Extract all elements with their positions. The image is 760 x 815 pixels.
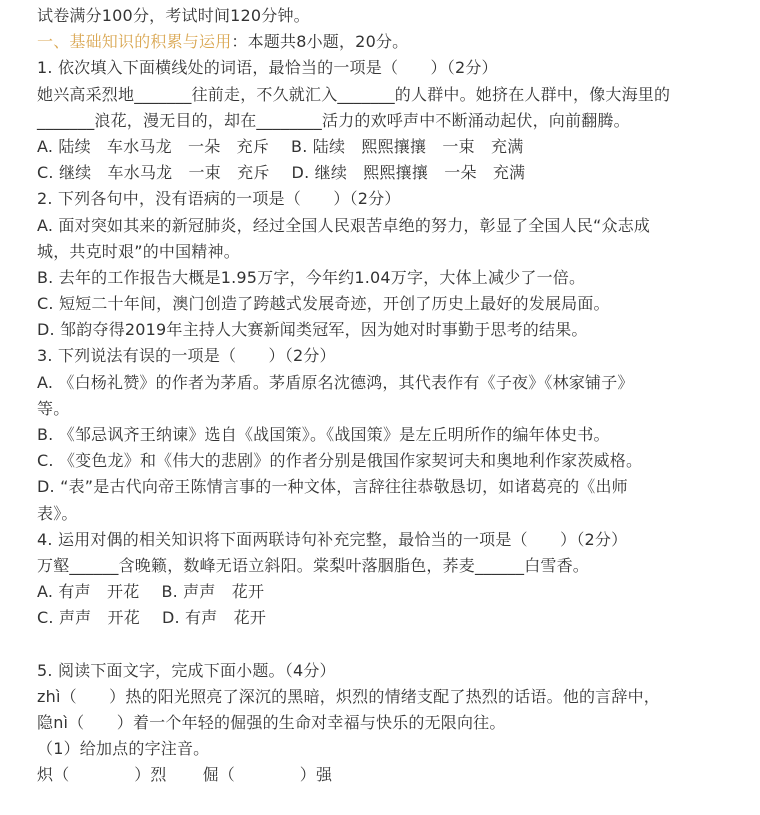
q1-text-line2: _______浪花，漫无目的，却在________活力的欢呼声中不断涌动起伏，向前翻腾。 [37,110,630,130]
q1-options-row1 [37,134,760,160]
q1-options-row2 [37,160,760,186]
section-title: 一、基础知识的积累与运用 [37,32,232,52]
q3-option-b: B. 《邹忌讽齐王纳谏》选自《战国策》。《战国策》是左丘明所作的编年体史书。 [37,425,610,444]
q1-option-b: B. 陆续 熙熙攘攘 一束 充满 [291,136,524,156]
q5-blank-jue: 倔（ ）强 [202,765,333,785]
q2-option-a-line2: 城，共克时艰”的中国精神。 [37,241,240,261]
q3-option-d-line2: 表》。 [37,503,78,523]
q5-stem: 5. 阅读下面文字，完成下面小题。（4分） [37,660,336,680]
q4-option-d: D. 有声 花开 [161,608,267,628]
exam-intro: 试卷满分100分，考试时间120分钟。 [37,6,310,25]
q4-option-c: C. 声声 开花 [37,608,140,628]
q3-option-a-line2: 等。 [37,398,70,418]
q3-option-c: C. 《变色龙》和《伟大的悲剧》的作者分别是俄国作家契诃夫和奥地利作家茨威格。 [37,451,643,471]
q4-stem: 4. 运用对偶的相关知识将下面两联诗句补充完整，最恰当的一项是（ ）（2分） [37,529,628,549]
section-heading [37,29,760,55]
q1-option-c: C. 继续 车水马龙 一束 充斥 [37,163,270,183]
q4-options-row1 [37,579,760,605]
q5-passage-line2: 隐nì（ ）着一个年轻的倔强的生命对幸福与快乐的无限向往。 [37,713,506,733]
q2-option-c: C. 短短二十年间，澳门创造了跨越式发展奇迹，开创了历史上最好的发展局面。 [37,294,610,314]
q2-option-a-line1: A. 面对突如其来的新冠肺炎，经过全国人民艰苦卓绝的努力，彰显了全国人民“众志成 [37,215,651,235]
q1-text-line1: 她兴高采烈地_______往前走，不久就汇入_______的人群中。她挤在人群中，像大海里的 [37,84,671,104]
q5-answer-blanks [37,762,760,788]
q3-stem: 3. 下列说法有误的一项是（ ）（2分） [37,346,336,366]
q5-passage-line1: zhì（ ）热的阳光照亮了深沉的黑暗，炽烈的情绪支配了热烈的话语。他的言辞中， [37,686,660,706]
q1-option-d: D. 继续 熙熙攘攘 一朵 充满 [291,163,526,183]
q5-blank-chi: 炽（ ）烈 [37,765,167,785]
q2-option-b: B. 去年的工作报告大概是1.95万字，今年约1.04万字，大体上减少了一倍。 [37,267,586,287]
q5-subquestion-1: （1）给加点的字注音。 [37,739,210,759]
q1-stem: 1. 依次填入下面横线处的词语，最恰当的一项是（ ）（2分） [37,58,498,78]
q1-option-a: A. 陆续 车水马龙 一朵 充斥 [37,136,270,156]
q4-option-a: A. 有声 开花 [37,582,140,602]
q3-option-a-line1: A. 《白杨礼赞》的作者为茅盾。茅盾原名沈德鸿，其代表作有《子夜》《林家铺子》 [37,372,634,392]
spacer [37,632,760,658]
q4-option-b: B. 声声 花开 [161,582,265,602]
q2-option-d: D. 邹韵夺得2019年主持人大赛新闻类冠军，因为她对时事勤于思考的结果。 [37,320,588,340]
q4-poem: 万壑______含晚籁，数峰无语立斜阳。棠梨叶落胭脂色，荞麦______白雪香。 [37,555,590,575]
q3-option-d-line1: D. “表”是古代向帝王陈情言事的一种文体，言辞往往恭敬恳切，如诸葛亮的《出师 [37,477,628,497]
section-desc: ：本题共8小题，20分。 [231,32,409,52]
q2-stem: 2. 下列各句中，没有语病的一项是（ ）（2分） [37,189,401,209]
q4-options-row2 [37,605,760,631]
